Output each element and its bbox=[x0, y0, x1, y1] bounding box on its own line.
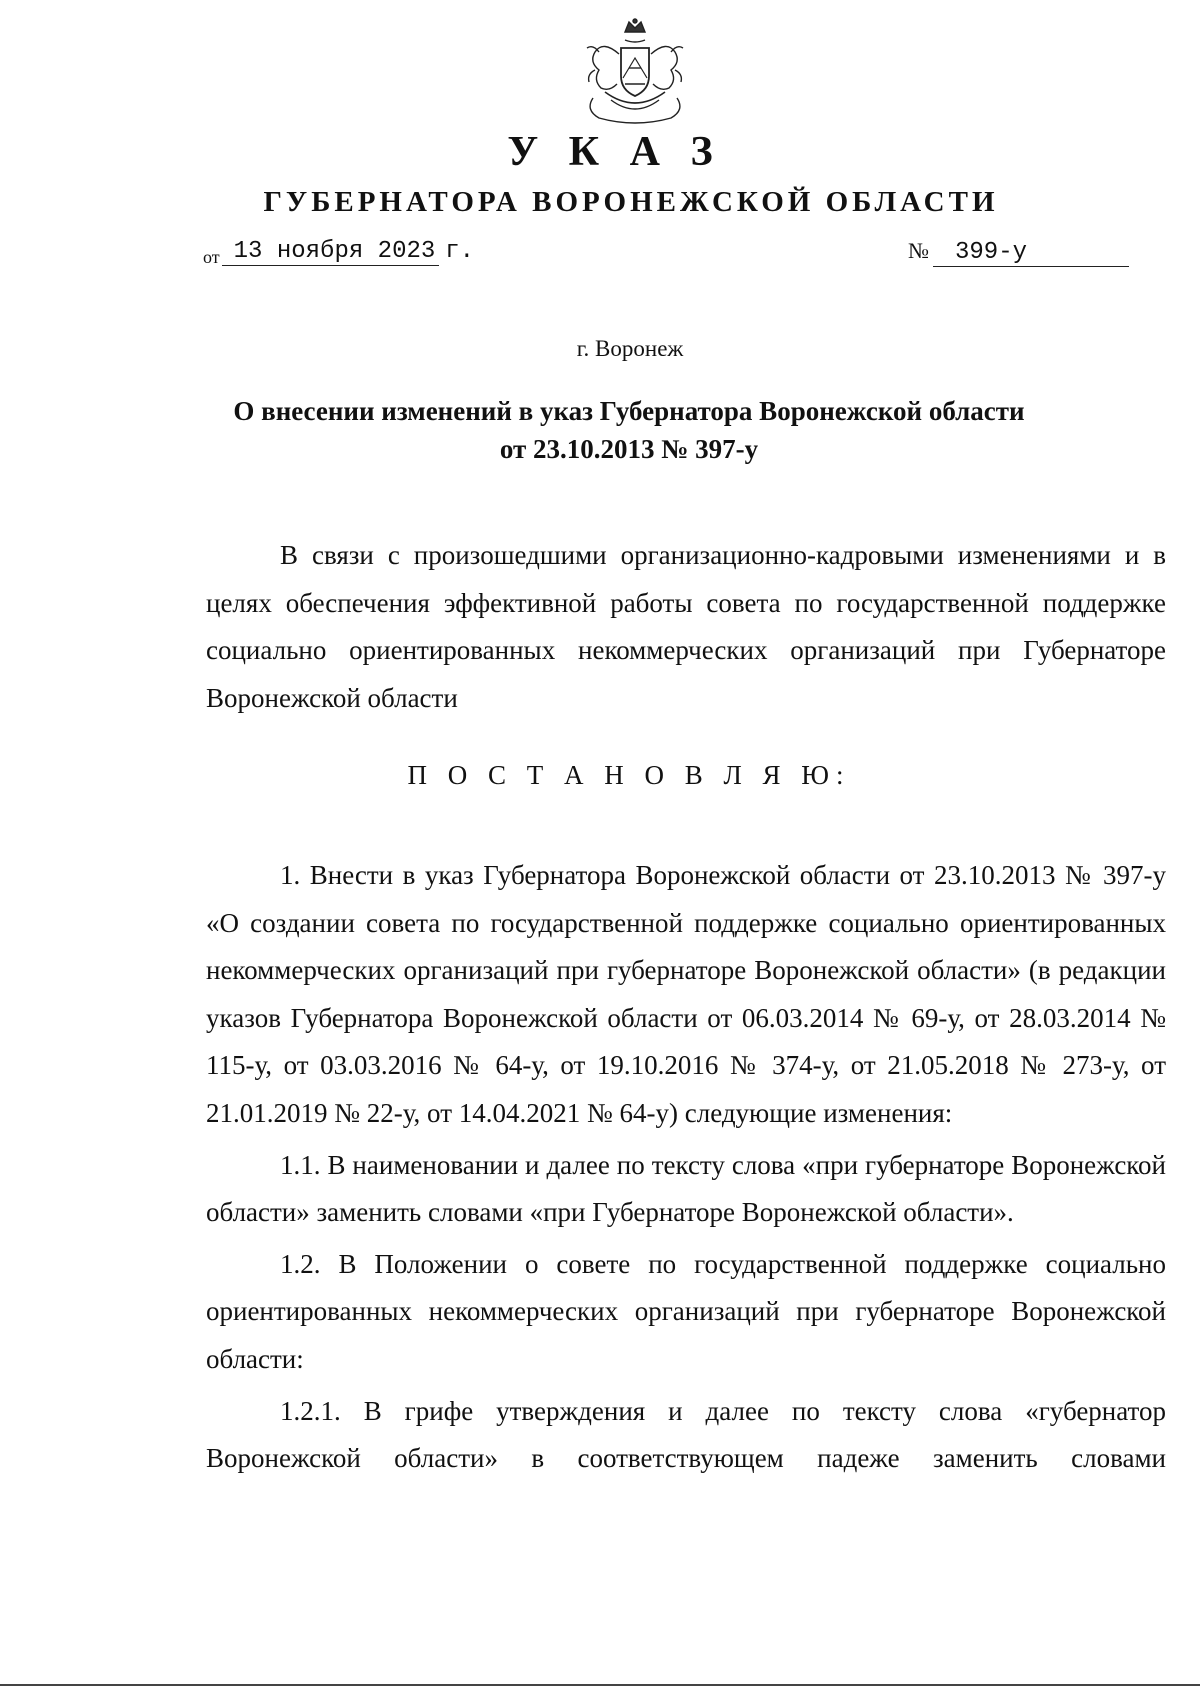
date-suffix: г. bbox=[445, 238, 475, 265]
number-prefix: № bbox=[908, 238, 929, 263]
date-value: 13 ноября 2023 bbox=[222, 238, 440, 266]
heading-line-2: от 23.10.2013 № 397-у bbox=[499, 434, 759, 464]
heading-line-1: О внесении изменений в указ Губернатора Воронежской области bbox=[233, 396, 1025, 426]
coat-of-arms-emblem bbox=[565, 18, 705, 128]
decree-items bbox=[206, 852, 1166, 1487]
document-date bbox=[203, 238, 474, 268]
page-bottom-edge bbox=[0, 1684, 1200, 1686]
document-heading bbox=[0, 392, 1200, 468]
number-value: 399-у bbox=[933, 239, 1129, 267]
item-1-2: 1.2. В Положении о совете по государственной поддержке социально ориентированных некоммерческих организаций при губернаторе Воронежской области: bbox=[206, 1248, 1166, 1374]
item-1: 1. Внести в указ Губернатора Воронежской области от 23.10.2013 № 397-у «О создании совета по государственной поддержке социально ориентированных некоммерческих организаций при губернаторе Воронежской области» (в редакции указов Губернатора Воронежской области от 06.03.2014 № 69-у, от 28.03.2014 № 115-у, от 03.03.2016 № 64-у, от 19.10.2016 № 374-у, от 21.05.2018 № 273-у, от 21.01.2019 № 22-у, от 14.04.2021 № 64-у) следующие изменения: bbox=[206, 860, 1166, 1128]
document-subtitle: ГУБЕРНАТОРА ВОРОНЕЖСКОЙ ОБЛАСТИ bbox=[263, 186, 999, 218]
date-prefix: от bbox=[203, 247, 220, 267]
preamble bbox=[206, 532, 1166, 722]
decree-word: П О С Т А Н О В Л Я Ю: bbox=[407, 760, 851, 790]
document-city: г. Воронеж bbox=[576, 336, 684, 361]
document-number bbox=[908, 238, 1129, 267]
item-1-1: 1.1. В наименовании и далее по тексту слова «при губернаторе Воронежской области» заменить словами «при Губернаторе Воронежской области». bbox=[206, 1149, 1166, 1228]
preamble-paragraph: В связи с произошедшими организационно-кадровыми изменениями и в целях обеспечения эффективной работы совета по государственной поддержке социально ориентированных некоммерческих организаций при Губернаторе Воронежской области bbox=[206, 540, 1166, 713]
item-1-2-1: 1.2.1. В грифе утверждения и далее по тексту слова «губернатор Воронежской области» в соответствующем падеже заменить словами bbox=[206, 1395, 1166, 1474]
document-title: У К А З bbox=[507, 129, 723, 175]
